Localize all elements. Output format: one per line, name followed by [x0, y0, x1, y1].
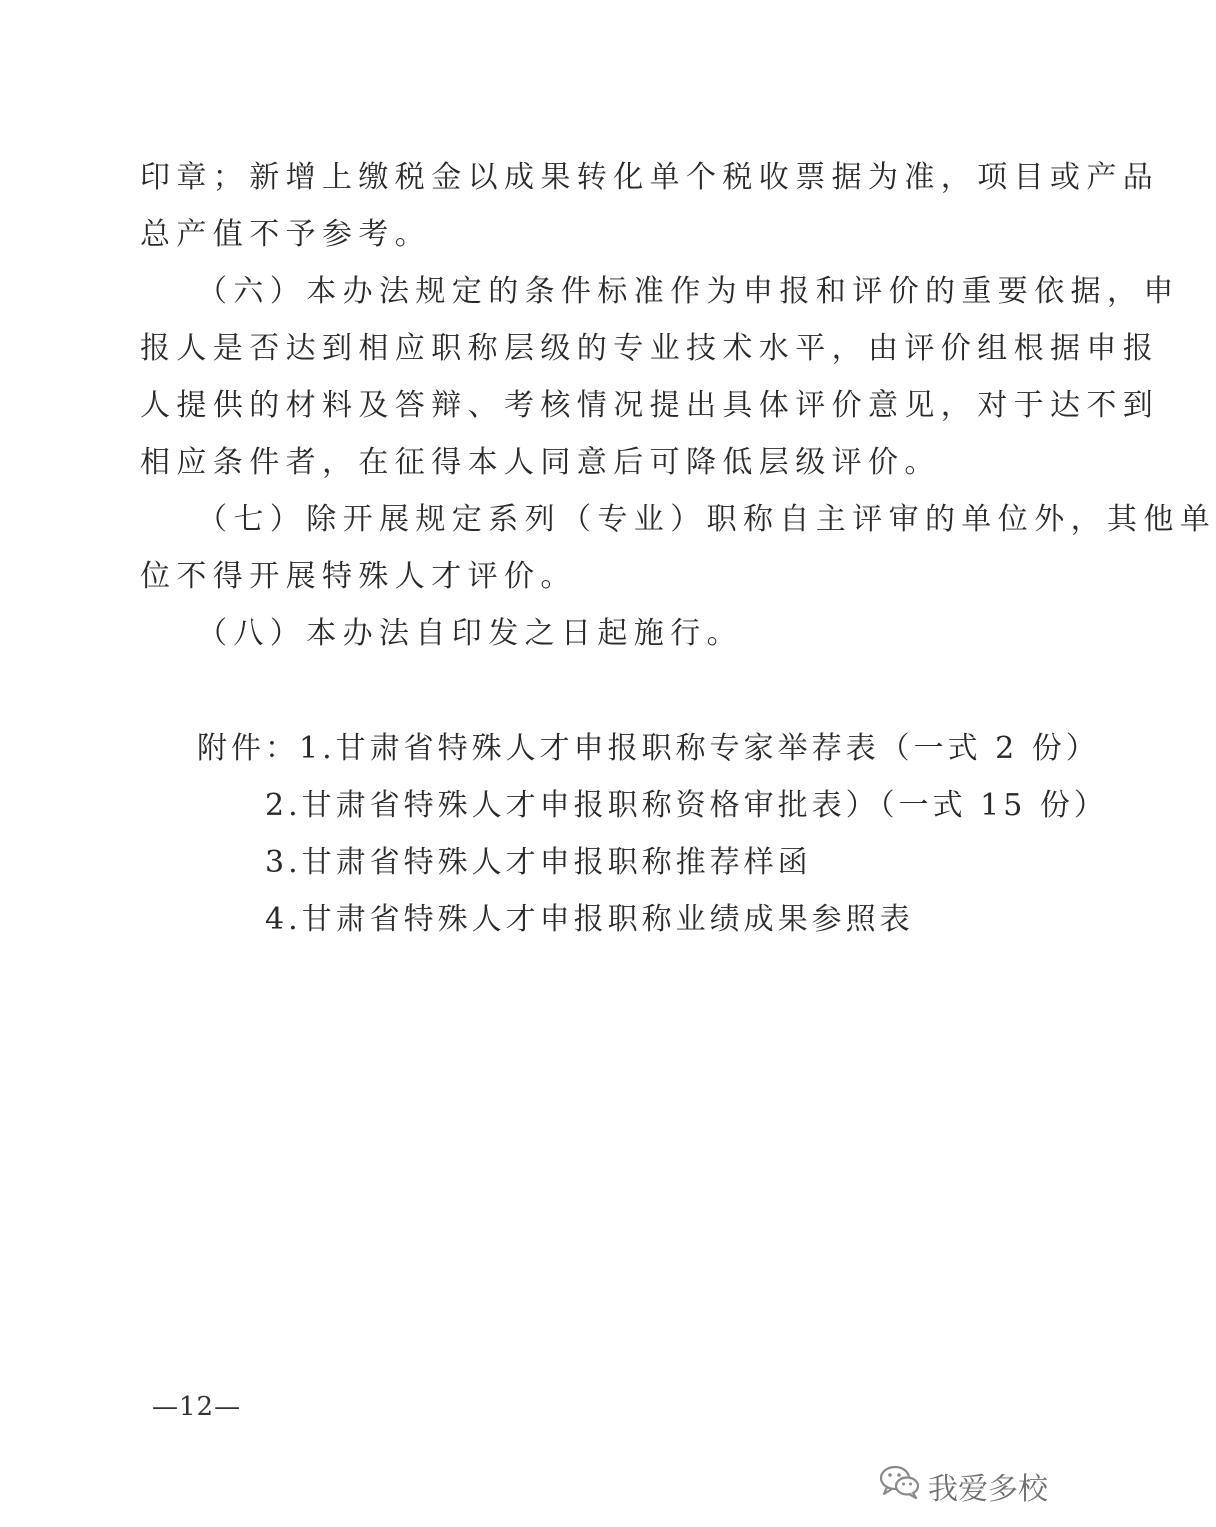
paragraph-6-line: （六）本办法规定的条件标准作为申报和评价的重要依据，申: [197, 274, 1180, 309]
paragraph-7-line: 位不得开展特殊人才评价。: [140, 559, 577, 594]
attachment-item-1: 附件：1.甘肃省特殊人才申报职称专家举荐表（一式 2 份）: [197, 731, 1100, 766]
watermark: [878, 1463, 1048, 1509]
paragraph-6-line: 相应条件者，在征得本人同意后可降低层级评价。: [140, 445, 941, 480]
wechat-icon: [878, 1463, 922, 1509]
attachment-item-3: 3.甘肃省特殊人才申报职称推荐样函: [265, 845, 812, 880]
paragraph-6-line: 人提供的材料及答辩、考核情况提出具体评价意见，对于达不到: [140, 388, 1160, 423]
paragraph-8-line: （八）本办法自印发之日起施行。: [197, 616, 743, 651]
page-number: —12—: [152, 1392, 242, 1422]
paragraph-7-line: （七）除开展规定系列（专业）职称自主评审的单位外，其他单: [197, 502, 1216, 537]
attachment-item-2: 2.甘肃省特殊人才申报职称资格审批表）（一式 15 份）: [265, 788, 1108, 823]
paragraph-6-line: 报人是否达到相应职称层级的专业技术水平，由评价组根据申报: [140, 331, 1160, 366]
body-line: 印章；新增上缴税金以成果转化单个税收票据为准，项目或产品: [140, 160, 1160, 195]
watermark-text: 我爱多校: [928, 1472, 1048, 1507]
attachment-item-4: 4.甘肃省特殊人才申报职称业绩成果参照表: [265, 902, 914, 937]
body-line: 总产值不予参考。: [140, 217, 432, 252]
